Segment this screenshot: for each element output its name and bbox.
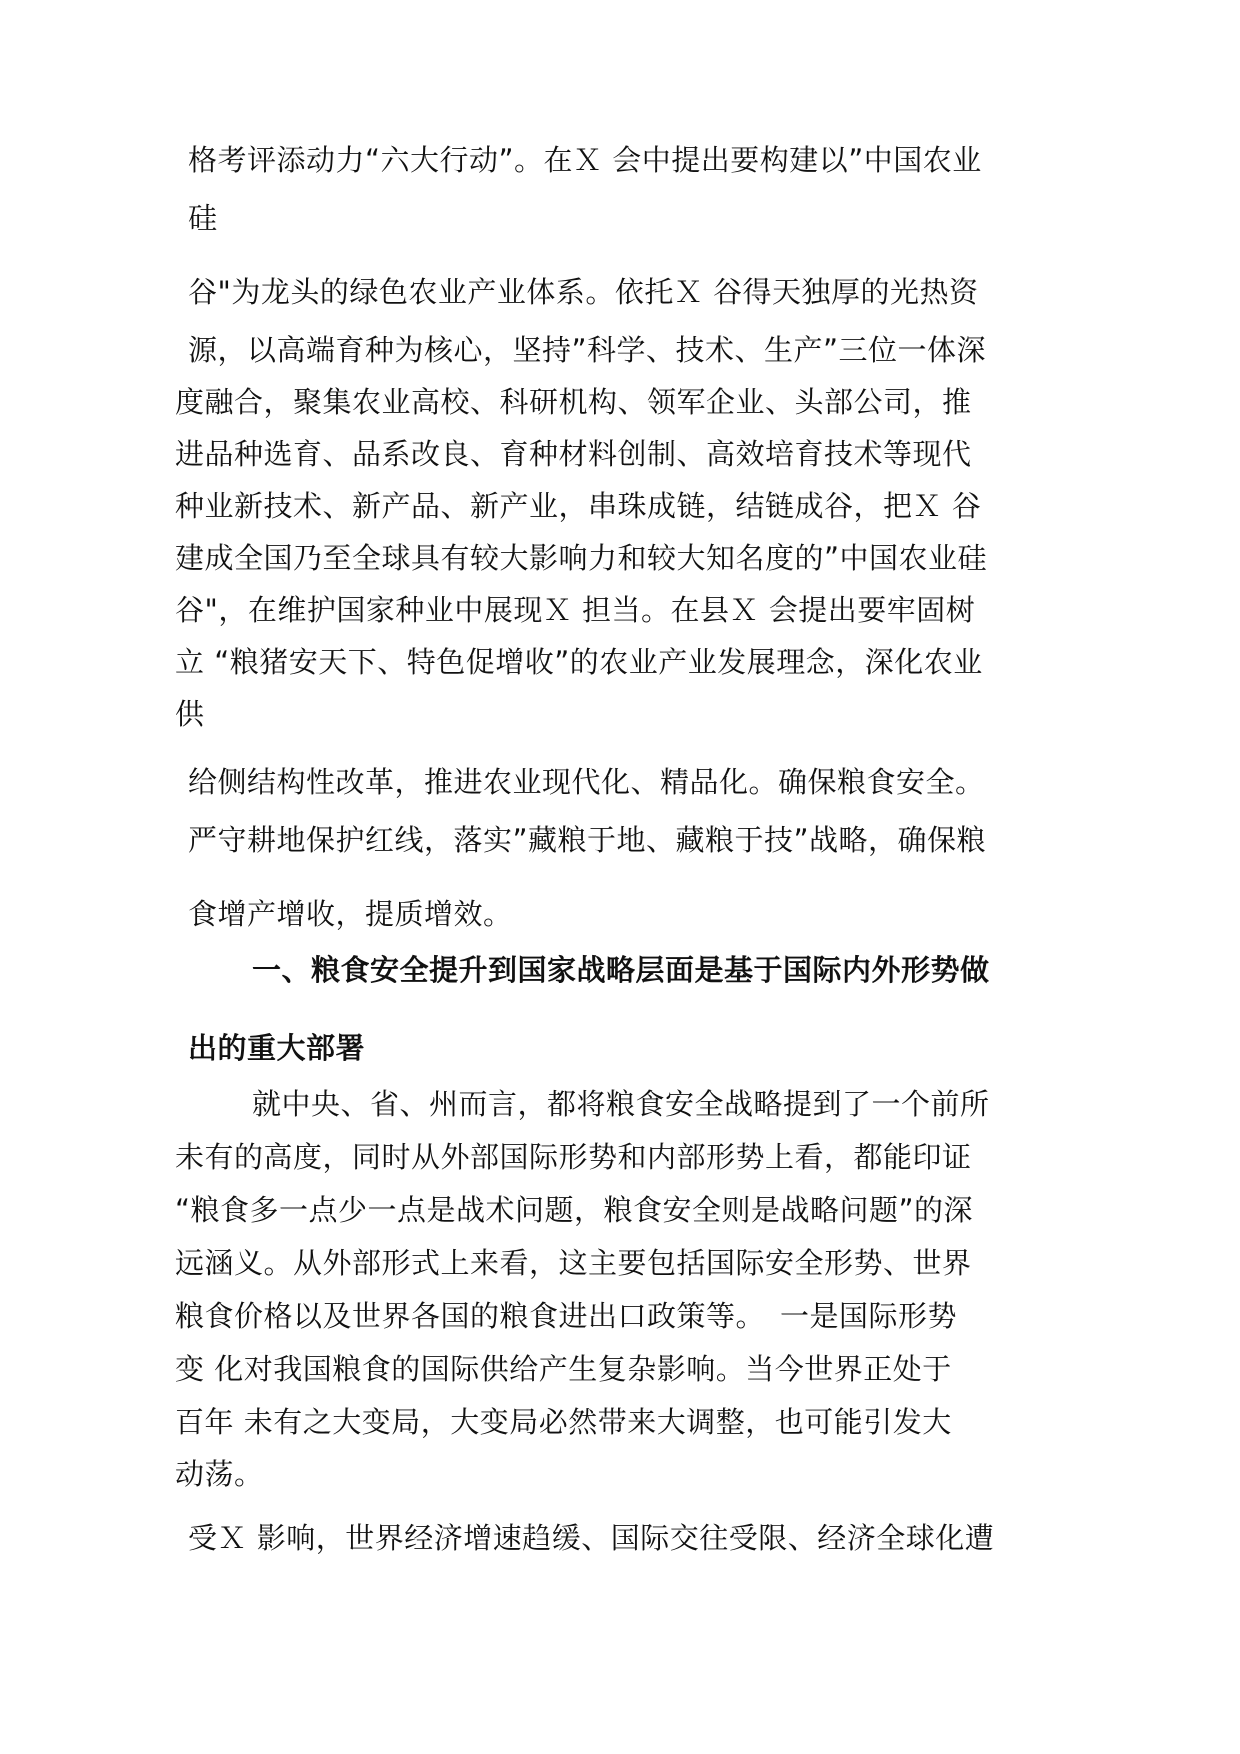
text-line: 建成全国乃至全球具有较大影响力和较大知名度的”中国农业硅: [175, 541, 988, 575]
text-line: 进品种选育、品系改良、育种材料创制、高效培育技术等现代: [175, 437, 972, 471]
text-line: 粮食价格以及世界各国的粮食进出口政策等。 一是国际形势: [175, 1299, 958, 1333]
text-line: “粮食多一点少一点是战术问题，粮食安全则是战略问题”的深: [175, 1193, 974, 1227]
text-line: 供: [175, 697, 205, 731]
text-line: 百年 未有之大变局，大变局必然带来大调整，也可能引发大: [175, 1405, 952, 1439]
section-heading: 出的重大部署: [188, 1031, 366, 1065]
text-line: 度融合，聚集农业高校、科研机构、领军企业、头部公司，推: [175, 385, 972, 419]
text-line: 格考评添动力“六大行动”。在Ｘ 会中提出要构建以”中国农业: [188, 143, 982, 177]
text-line: 食增产增收，提质增效。: [188, 897, 513, 931]
text-line: 立 “粮猪安天下、特色促增收”的农业产业发展理念，深化农业: [175, 645, 983, 679]
text-line: 变 化对我国粮食的国际供给产生复杂影响。当今世界正处于: [175, 1352, 952, 1386]
text-line: 谷"，在维护国家种业中展现Ｘ 担当。在县Ｘ 会提出要牢固树: [175, 593, 976, 627]
text-line: 未有的高度，同时从外部国际形势和内部形势上看，都能印证: [175, 1140, 972, 1174]
text-line: 源，以高端育种为核心，坚持”科学、技术、生产”三位一体深: [188, 333, 987, 367]
text-line: 受Ｘ 影响，世界经济增速趋缓、国际交往受限、经济全球化遭: [188, 1521, 995, 1555]
text-line: 给侧结构性改革，推进农业现代化、精品化。确保粮食安全。: [188, 765, 985, 799]
section-heading: 一、粮食安全提升到国家战略层面是基于国际内外形势做: [252, 953, 990, 987]
text-line: 硅: [188, 201, 218, 235]
text-line: 谷"为龙头的绿色农业产业体系。依托Ｘ 谷得天独厚的光热资: [188, 275, 979, 309]
text-line: 种业新技术、新产品、新产业，串珠成链，结链成谷，把Ｘ 谷: [175, 489, 982, 523]
text-line: 就中央、省、州而言，都将粮食安全战略提到了一个前所: [252, 1087, 990, 1121]
text-line: 严守耕地保护红线，落实”藏粮于地、藏粮于技”战略，确保粮: [188, 823, 987, 857]
text-line: 远涵义。从外部形式上来看，这主要包括国际安全形势、世界: [175, 1246, 972, 1280]
text-line: 动荡。: [175, 1457, 264, 1491]
